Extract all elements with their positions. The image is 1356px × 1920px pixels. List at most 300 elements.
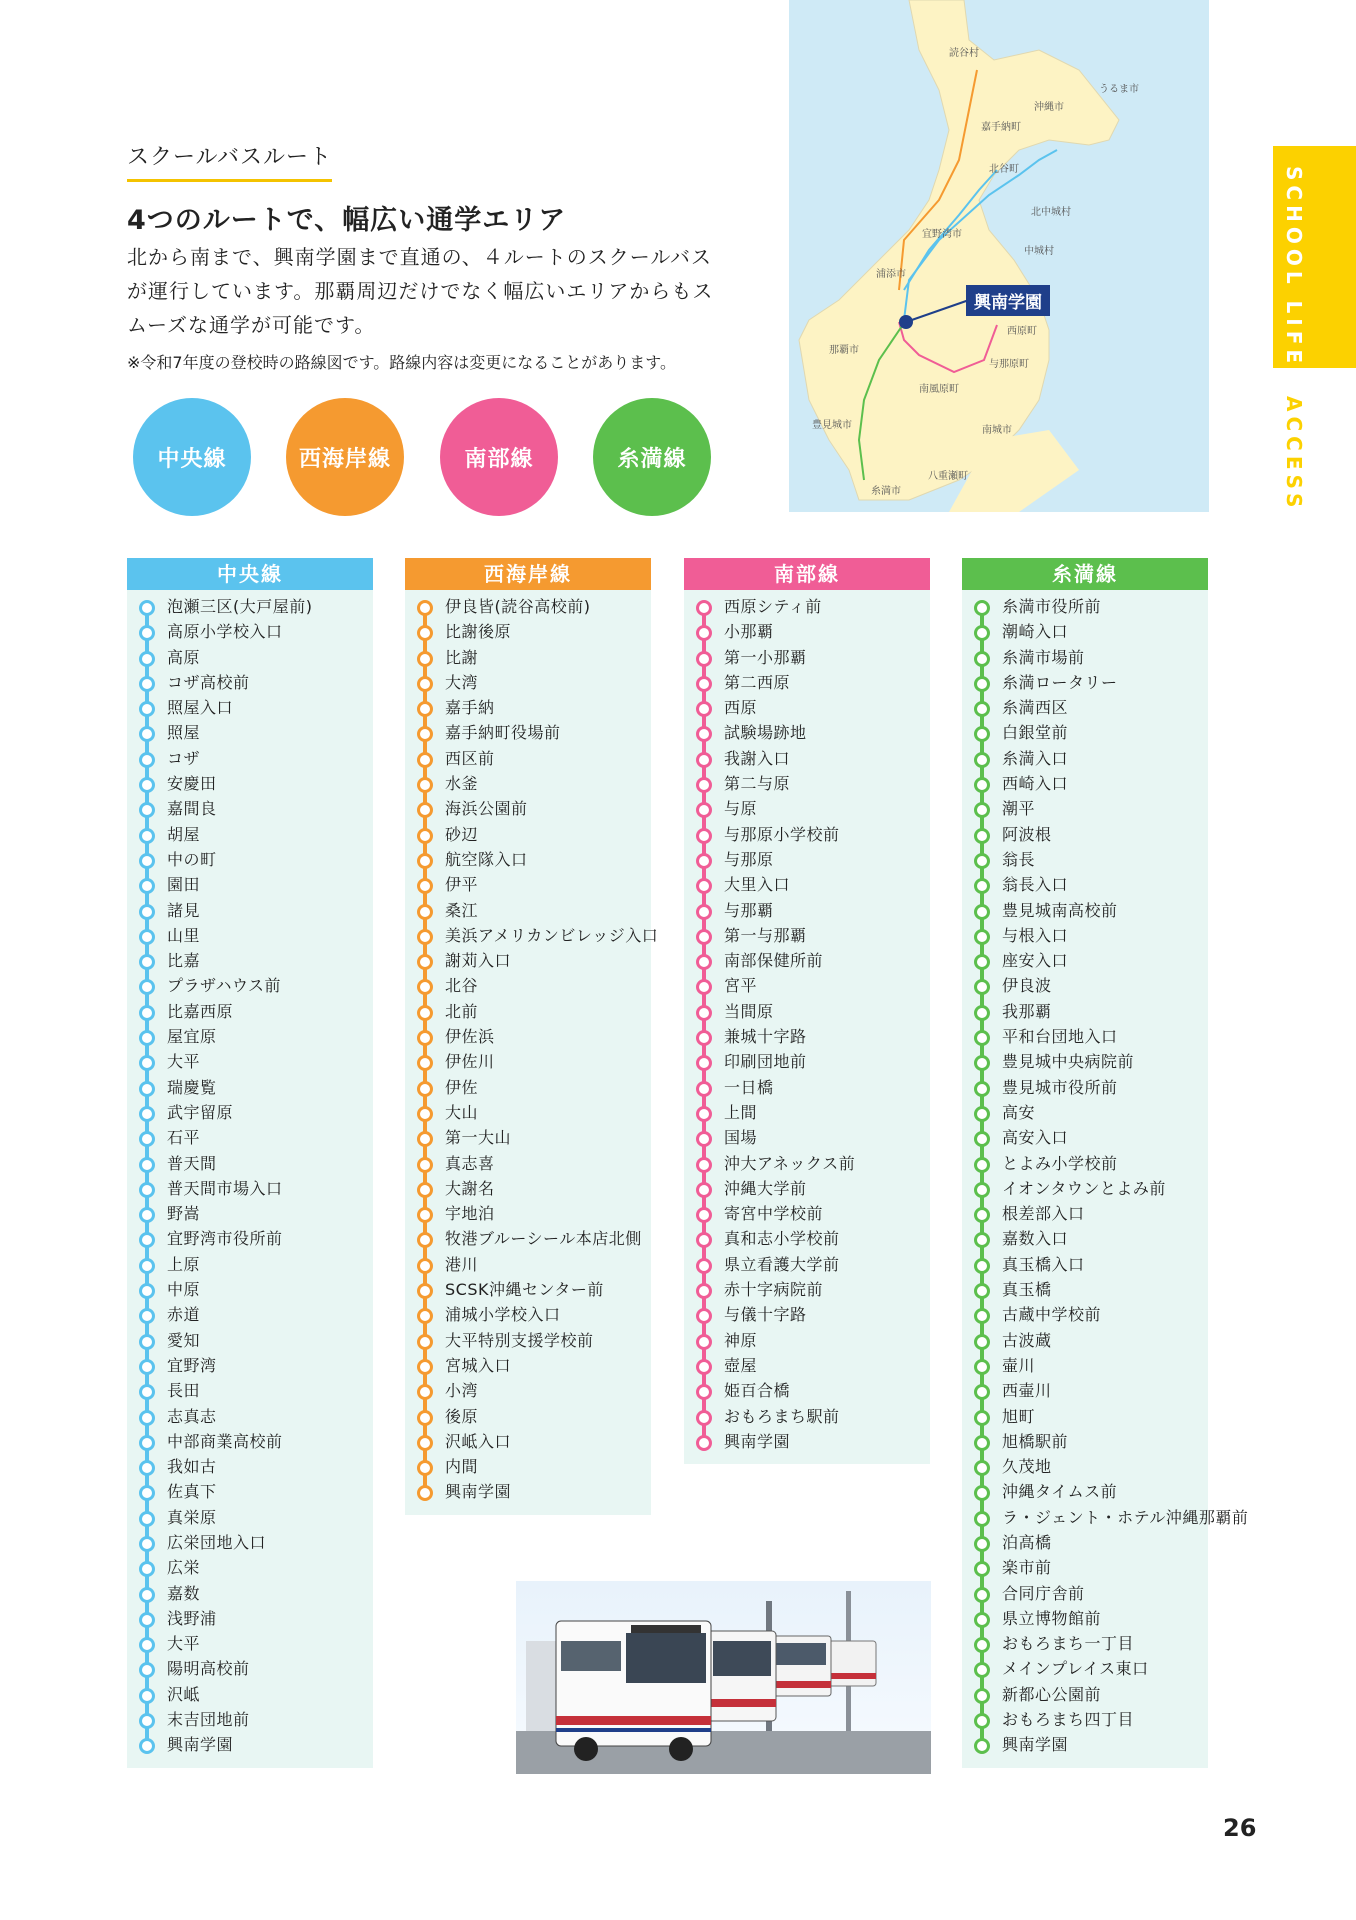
stop-label: 胡屋 <box>167 824 201 844</box>
route-stop <box>684 1429 930 1454</box>
stop-dot-icon <box>974 1030 990 1046</box>
stop-dot-icon <box>417 802 433 818</box>
route-stop <box>962 1049 1208 1074</box>
stop-label: 高安 <box>1002 1102 1036 1122</box>
stop-label: 小湾 <box>445 1381 479 1401</box>
stop-label: 砂辺 <box>445 824 479 844</box>
route-stop <box>962 1479 1208 1504</box>
stop-dot-icon <box>974 1182 990 1198</box>
stop-dot-icon <box>696 1055 712 1071</box>
route-stop <box>127 1429 373 1454</box>
stop-dot-icon <box>974 1460 990 1476</box>
stop-label: 小那覇 <box>724 622 774 642</box>
stop-label: 高原 <box>167 647 201 667</box>
stop-dot-icon <box>139 828 155 844</box>
stop-dot-icon <box>139 1157 155 1173</box>
route-stop <box>127 1100 373 1125</box>
route-circle-nanbu: 南部線 <box>440 398 558 516</box>
note-text: ※令和7年度の登校時の路線図です。路線内容は変更になることがあります。 <box>127 353 677 372</box>
stop-label: 水釜 <box>445 774 479 794</box>
route-stop <box>962 1201 1208 1226</box>
stop-dot-icon <box>974 1334 990 1350</box>
intro-text: 北から南まで、興南学園まで直通の、４ルートのスクールバスが運行しています。那覇周辺だけでなく幅広いエリアからもスムーズな通学が可能です。 <box>127 245 714 337</box>
route-stop <box>405 1479 651 1504</box>
map-label: 豊見城市 <box>812 420 852 431</box>
stop-dot-icon <box>417 1283 433 1299</box>
stop-dot-icon <box>696 1005 712 1021</box>
route-stop <box>127 1353 373 1378</box>
stop-dot-icon <box>417 1005 433 1021</box>
route-stop <box>127 872 373 897</box>
route-stop <box>684 720 930 745</box>
route-stop <box>684 771 930 796</box>
stop-dot-icon <box>696 1157 712 1173</box>
route-stop <box>684 1353 930 1378</box>
stop-label: 第二与原 <box>724 774 791 794</box>
route-stop <box>684 1302 930 1327</box>
stop-label: おもろまち駅前 <box>724 1406 840 1426</box>
stop-dot-icon <box>974 1359 990 1375</box>
stop-dot-icon <box>696 1207 712 1223</box>
stop-label: 大平 <box>167 1052 201 1072</box>
stop-dot-icon <box>696 600 712 616</box>
stop-label: 嘉手納 <box>445 698 495 718</box>
route-stop <box>962 1024 1208 1049</box>
stop-dot-icon <box>139 1460 155 1476</box>
stop-label: 真玉橋 <box>1002 1280 1052 1300</box>
stop-label: 真栄原 <box>167 1507 217 1527</box>
stop-label: 潮平 <box>1002 799 1036 819</box>
route-stop <box>684 619 930 644</box>
stop-label: 普天間市場入口 <box>167 1178 283 1198</box>
stop-label: 中原 <box>167 1280 201 1300</box>
stop-dot-icon <box>417 676 433 692</box>
stop-dot-icon <box>139 1081 155 1097</box>
stop-dot-icon <box>139 929 155 945</box>
stop-label: 翁長 <box>1002 849 1036 869</box>
route-stop <box>127 594 373 619</box>
stop-label: 我謝入口 <box>724 748 791 768</box>
stop-label: 伊良皆(読谷高校前) <box>445 597 591 616</box>
stop-dot-icon <box>417 1182 433 1198</box>
stop-dot-icon <box>974 1485 990 1501</box>
route-stop <box>962 872 1208 897</box>
route-stop <box>127 1656 373 1681</box>
stop-dot-icon <box>139 1435 155 1451</box>
stop-dot-icon <box>139 1207 155 1223</box>
route-stop <box>962 1631 1208 1656</box>
stop-dot-icon <box>139 1334 155 1350</box>
stop-label: 宜野湾市役所前 <box>167 1229 283 1249</box>
route-stop <box>127 796 373 821</box>
stop-dot-icon <box>139 726 155 742</box>
stop-label: 試験場跡地 <box>724 723 807 743</box>
stop-label: 糸満入口 <box>1002 748 1069 768</box>
stop-label: 豊見城市役所前 <box>1002 1077 1118 1097</box>
route-stop <box>127 1454 373 1479</box>
stop-dot-icon <box>974 1662 990 1678</box>
stop-dot-icon <box>139 1662 155 1678</box>
stop-label: 広栄団地入口 <box>167 1532 267 1552</box>
stop-dot-icon <box>139 1384 155 1400</box>
stop-label: 古波蔵 <box>1002 1330 1052 1350</box>
route-stop <box>684 1176 930 1201</box>
route-stop <box>962 999 1208 1024</box>
route-stop <box>127 645 373 670</box>
stop-label: 愛知 <box>167 1330 201 1350</box>
stop-dot-icon <box>974 1232 990 1248</box>
stop-dot-icon <box>696 929 712 945</box>
stop-label: 沢岻入口 <box>445 1431 512 1451</box>
route-stop <box>405 1277 651 1302</box>
stop-label: 与根入口 <box>1002 925 1069 945</box>
stop-dot-icon <box>417 1055 433 1071</box>
route-stop <box>127 1201 373 1226</box>
stop-dot-icon <box>974 929 990 945</box>
route-stop <box>684 1100 930 1125</box>
stop-dot-icon <box>417 1157 433 1173</box>
stop-label: 兼城十字路 <box>724 1027 807 1047</box>
stop-label: 大平 <box>167 1634 201 1654</box>
stop-dot-icon <box>974 904 990 920</box>
stop-dot-icon <box>139 878 155 894</box>
stop-dot-icon <box>974 1713 990 1729</box>
stop-label: 上原 <box>167 1254 201 1274</box>
route-stop <box>962 1732 1208 1757</box>
stop-dot-icon <box>139 1536 155 1552</box>
stop-label: 謝苅入口 <box>445 951 512 971</box>
stop-dot-icon <box>139 1612 155 1628</box>
stop-label: 武宇留原 <box>167 1102 234 1122</box>
route-stop <box>684 746 930 771</box>
stop-label: 新都心公園前 <box>1002 1684 1102 1704</box>
stop-label: 普天間 <box>167 1153 217 1173</box>
route-stop <box>684 999 930 1024</box>
map-label: うるま市 <box>1099 84 1139 95</box>
route-stop <box>127 771 373 796</box>
stop-dot-icon <box>696 625 712 641</box>
route-stop <box>962 1277 1208 1302</box>
stop-label: 伊佐浜 <box>445 1027 495 1047</box>
stop-dot-icon <box>417 625 433 641</box>
stop-dot-icon <box>139 600 155 616</box>
stop-dot-icon <box>139 1637 155 1653</box>
route-stop <box>405 1328 651 1353</box>
stop-dot-icon <box>417 1359 433 1375</box>
route-stop <box>962 923 1208 948</box>
stop-label: 北前 <box>445 1001 479 1021</box>
route-stop <box>962 1378 1208 1403</box>
stop-dot-icon <box>974 726 990 742</box>
stop-label: イオンタウンとよみ前 <box>1002 1178 1166 1198</box>
route-stop <box>962 1682 1208 1707</box>
stop-dot-icon <box>974 1157 990 1173</box>
route-map <box>789 0 1209 512</box>
stop-label: 与那覇 <box>724 900 774 920</box>
stop-dot-icon <box>696 1081 712 1097</box>
map-school-marker: 興南学園 <box>966 285 1050 316</box>
stop-label: 中部商業高校前 <box>167 1431 283 1451</box>
stop-dot-icon <box>139 1688 155 1704</box>
stop-dot-icon <box>139 1055 155 1071</box>
route-stop <box>962 847 1208 872</box>
stop-dot-icon <box>417 651 433 667</box>
stop-dot-icon <box>417 1410 433 1426</box>
stop-label: 宇地泊 <box>445 1204 495 1224</box>
stop-dot-icon <box>696 777 712 793</box>
route-stop <box>684 1226 930 1251</box>
stop-label: 真和志小学校前 <box>724 1229 840 1249</box>
route-stop <box>405 1226 651 1251</box>
stop-dot-icon <box>139 651 155 667</box>
stop-dot-icon <box>974 1131 990 1147</box>
headline: 4つのルートで、幅広い通学エリア <box>127 205 567 236</box>
stop-dot-icon <box>974 1106 990 1122</box>
stop-label: 寄宮中学校前 <box>724 1204 824 1224</box>
route-stop <box>405 619 651 644</box>
route-stop <box>684 1328 930 1353</box>
stop-label: 旭町 <box>1002 1406 1036 1426</box>
stop-label: 泊高橋 <box>1002 1532 1052 1552</box>
stop-dot-icon <box>417 777 433 793</box>
stop-dot-icon <box>974 1258 990 1274</box>
route-stop <box>962 1707 1208 1732</box>
route-stop <box>127 1049 373 1074</box>
stop-label: プラザハウス前 <box>167 976 282 996</box>
stop-label: 比嘉 <box>167 951 201 971</box>
stop-label: 南部保健所前 <box>724 951 824 971</box>
route-stop <box>962 1328 1208 1353</box>
stop-dot-icon <box>417 1081 433 1097</box>
route-stop <box>684 923 930 948</box>
route-stop <box>127 1226 373 1251</box>
stop-label: 嘉数入口 <box>1002 1229 1069 1249</box>
route-column-seikaigan <box>405 558 659 1515</box>
stop-label: 潮崎入口 <box>1002 622 1069 642</box>
route-stop <box>684 670 930 695</box>
route-stop <box>127 1631 373 1656</box>
stop-label: 北谷 <box>445 976 479 996</box>
stop-label: 志真志 <box>167 1406 217 1426</box>
stop-dot-icon <box>974 802 990 818</box>
map-label: 読谷村 <box>949 48 979 59</box>
stop-label: 県立看護大学前 <box>724 1254 840 1274</box>
route-stop <box>684 973 930 998</box>
stop-label: 嘉数 <box>167 1583 201 1603</box>
map-label: 北中城村 <box>1031 207 1071 218</box>
stop-dot-icon <box>974 651 990 667</box>
route-stop <box>127 1404 373 1429</box>
stop-dot-icon <box>974 1561 990 1577</box>
route-column-itoman <box>962 558 1249 1768</box>
route-stop <box>127 1302 373 1327</box>
route-stop <box>962 1530 1208 1555</box>
route-stop-list <box>684 590 930 1464</box>
stop-label: 糸満市場前 <box>1002 647 1085 667</box>
stop-dot-icon <box>417 1485 433 1501</box>
route-stop <box>962 695 1208 720</box>
stop-dot-icon <box>696 1334 712 1350</box>
stop-dot-icon <box>417 979 433 995</box>
stop-dot-icon <box>139 1308 155 1324</box>
stop-label: 山里 <box>167 925 201 945</box>
map-label: 那覇市 <box>829 345 859 356</box>
route-stop <box>405 1075 651 1100</box>
route-stop <box>405 695 651 720</box>
stop-label: 伊平 <box>445 875 479 895</box>
route-stop <box>962 1176 1208 1201</box>
stop-label: 沖大アネックス前 <box>724 1153 856 1173</box>
route-header: 南部線 <box>684 558 930 590</box>
stop-dot-icon <box>974 777 990 793</box>
stop-dot-icon <box>696 1308 712 1324</box>
map-label: 西原町 <box>1007 326 1037 337</box>
stop-label: 宮平 <box>724 976 758 996</box>
stop-label: 嘉手納町役場前 <box>445 723 561 743</box>
stop-label: 西区前 <box>445 748 495 768</box>
stop-dot-icon <box>417 1030 433 1046</box>
route-circle-seikaigan: 西海岸線 <box>286 398 404 516</box>
stop-label: 西原シティ前 <box>724 597 822 616</box>
stop-label: 牧港ブルーシール本店北側 <box>445 1229 642 1249</box>
stop-dot-icon <box>974 878 990 894</box>
stop-dot-icon <box>696 979 712 995</box>
stop-dot-icon <box>139 701 155 717</box>
stop-dot-icon <box>974 625 990 641</box>
route-stop <box>962 822 1208 847</box>
route-stop <box>405 594 651 619</box>
route-stop <box>684 872 930 897</box>
route-stop <box>127 1125 373 1150</box>
stop-label: 末吉団地前 <box>167 1710 250 1730</box>
stop-dot-icon <box>696 1182 712 1198</box>
stop-dot-icon <box>417 828 433 844</box>
route-stop <box>962 1151 1208 1176</box>
route-stop <box>127 1707 373 1732</box>
stop-dot-icon <box>139 1131 155 1147</box>
route-stop <box>127 1328 373 1353</box>
route-stop <box>962 1125 1208 1150</box>
stop-dot-icon <box>696 828 712 844</box>
stop-dot-icon <box>139 1587 155 1603</box>
stop-label: メインプレイス東口 <box>1002 1659 1149 1679</box>
stop-label: 糸満西区 <box>1002 698 1069 718</box>
stop-label: 根差部入口 <box>1002 1204 1085 1224</box>
stop-dot-icon <box>974 1637 990 1653</box>
map-label: 南城市 <box>982 425 1012 436</box>
stop-dot-icon <box>417 1131 433 1147</box>
stop-label: 大平特別支援学校前 <box>445 1330 594 1350</box>
stop-dot-icon <box>417 1308 433 1324</box>
route-stop <box>127 1530 373 1555</box>
route-stop <box>127 1505 373 1530</box>
route-stop <box>127 1151 373 1176</box>
route-stop <box>684 1277 930 1302</box>
route-stop <box>127 1555 373 1580</box>
stop-dot-icon <box>417 954 433 970</box>
route-stop <box>684 1024 930 1049</box>
stop-dot-icon <box>417 853 433 869</box>
route-stop <box>405 1176 651 1201</box>
stop-dot-icon <box>139 954 155 970</box>
stop-dot-icon <box>974 752 990 768</box>
route-stop-list <box>127 590 373 1768</box>
route-stop <box>127 1479 373 1504</box>
route-stop <box>962 898 1208 923</box>
stop-dot-icon <box>139 1485 155 1501</box>
stop-dot-icon <box>417 1384 433 1400</box>
stop-dot-icon <box>417 1232 433 1248</box>
route-stop <box>127 1024 373 1049</box>
stop-label: 伊良波 <box>1002 976 1052 996</box>
stop-dot-icon <box>974 1283 990 1299</box>
route-stop <box>405 1378 651 1403</box>
stop-dot-icon <box>139 752 155 768</box>
stop-label: 国場 <box>724 1128 758 1148</box>
stop-label: 大湾 <box>445 672 479 692</box>
route-stop <box>962 771 1208 796</box>
stop-label: 諸見 <box>167 900 201 920</box>
route-stop <box>127 1732 373 1757</box>
stop-dot-icon <box>417 904 433 920</box>
stop-label: 航空隊入口 <box>445 849 528 869</box>
stop-label: 白銀堂前 <box>1002 723 1069 743</box>
route-stop <box>405 720 651 745</box>
stop-dot-icon <box>417 878 433 894</box>
route-stop <box>405 1353 651 1378</box>
route-stop-list <box>962 590 1249 1768</box>
stop-label: 長田 <box>167 1381 201 1401</box>
route-stop <box>127 720 373 745</box>
route-stop <box>962 973 1208 998</box>
stop-label: 第二西原 <box>724 672 791 692</box>
stop-label: 合同庁舎前 <box>1002 1583 1085 1603</box>
stop-label: 興南学園 <box>167 1735 234 1755</box>
stop-label: 大里入口 <box>724 875 791 895</box>
stop-dot-icon <box>417 1435 433 1451</box>
stop-label: 上間 <box>724 1102 758 1122</box>
stop-dot-icon <box>974 1511 990 1527</box>
stop-label: 糸満市役所前 <box>1002 597 1102 616</box>
stop-label: コザ <box>167 748 201 768</box>
stop-dot-icon <box>696 1283 712 1299</box>
route-stop <box>405 771 651 796</box>
route-stop <box>684 1151 930 1176</box>
route-stop <box>962 796 1208 821</box>
route-stop <box>962 1353 1208 1378</box>
route-header: 中央線 <box>127 558 373 590</box>
route-header: 糸満線 <box>962 558 1208 590</box>
stop-dot-icon <box>974 1587 990 1603</box>
stop-dot-icon <box>139 802 155 818</box>
stop-dot-icon <box>417 1460 433 1476</box>
stop-dot-icon <box>696 1232 712 1248</box>
stop-dot-icon <box>696 1359 712 1375</box>
stop-dot-icon <box>417 1258 433 1274</box>
route-stop <box>962 720 1208 745</box>
stop-dot-icon <box>974 1055 990 1071</box>
route-stop <box>127 898 373 923</box>
route-stop-list <box>405 590 659 1515</box>
stop-dot-icon <box>139 1410 155 1426</box>
side-tab-school-life: SCHOOL LIFE <box>1282 166 1306 369</box>
route-stop <box>127 1378 373 1403</box>
route-stop <box>962 1429 1208 1454</box>
stop-label: 美浜アメリカンビレッジ入口 <box>445 925 659 945</box>
map-label: 北谷町 <box>989 164 1019 175</box>
route-stop <box>684 1125 930 1150</box>
stop-label: 高原小学校入口 <box>167 622 283 642</box>
